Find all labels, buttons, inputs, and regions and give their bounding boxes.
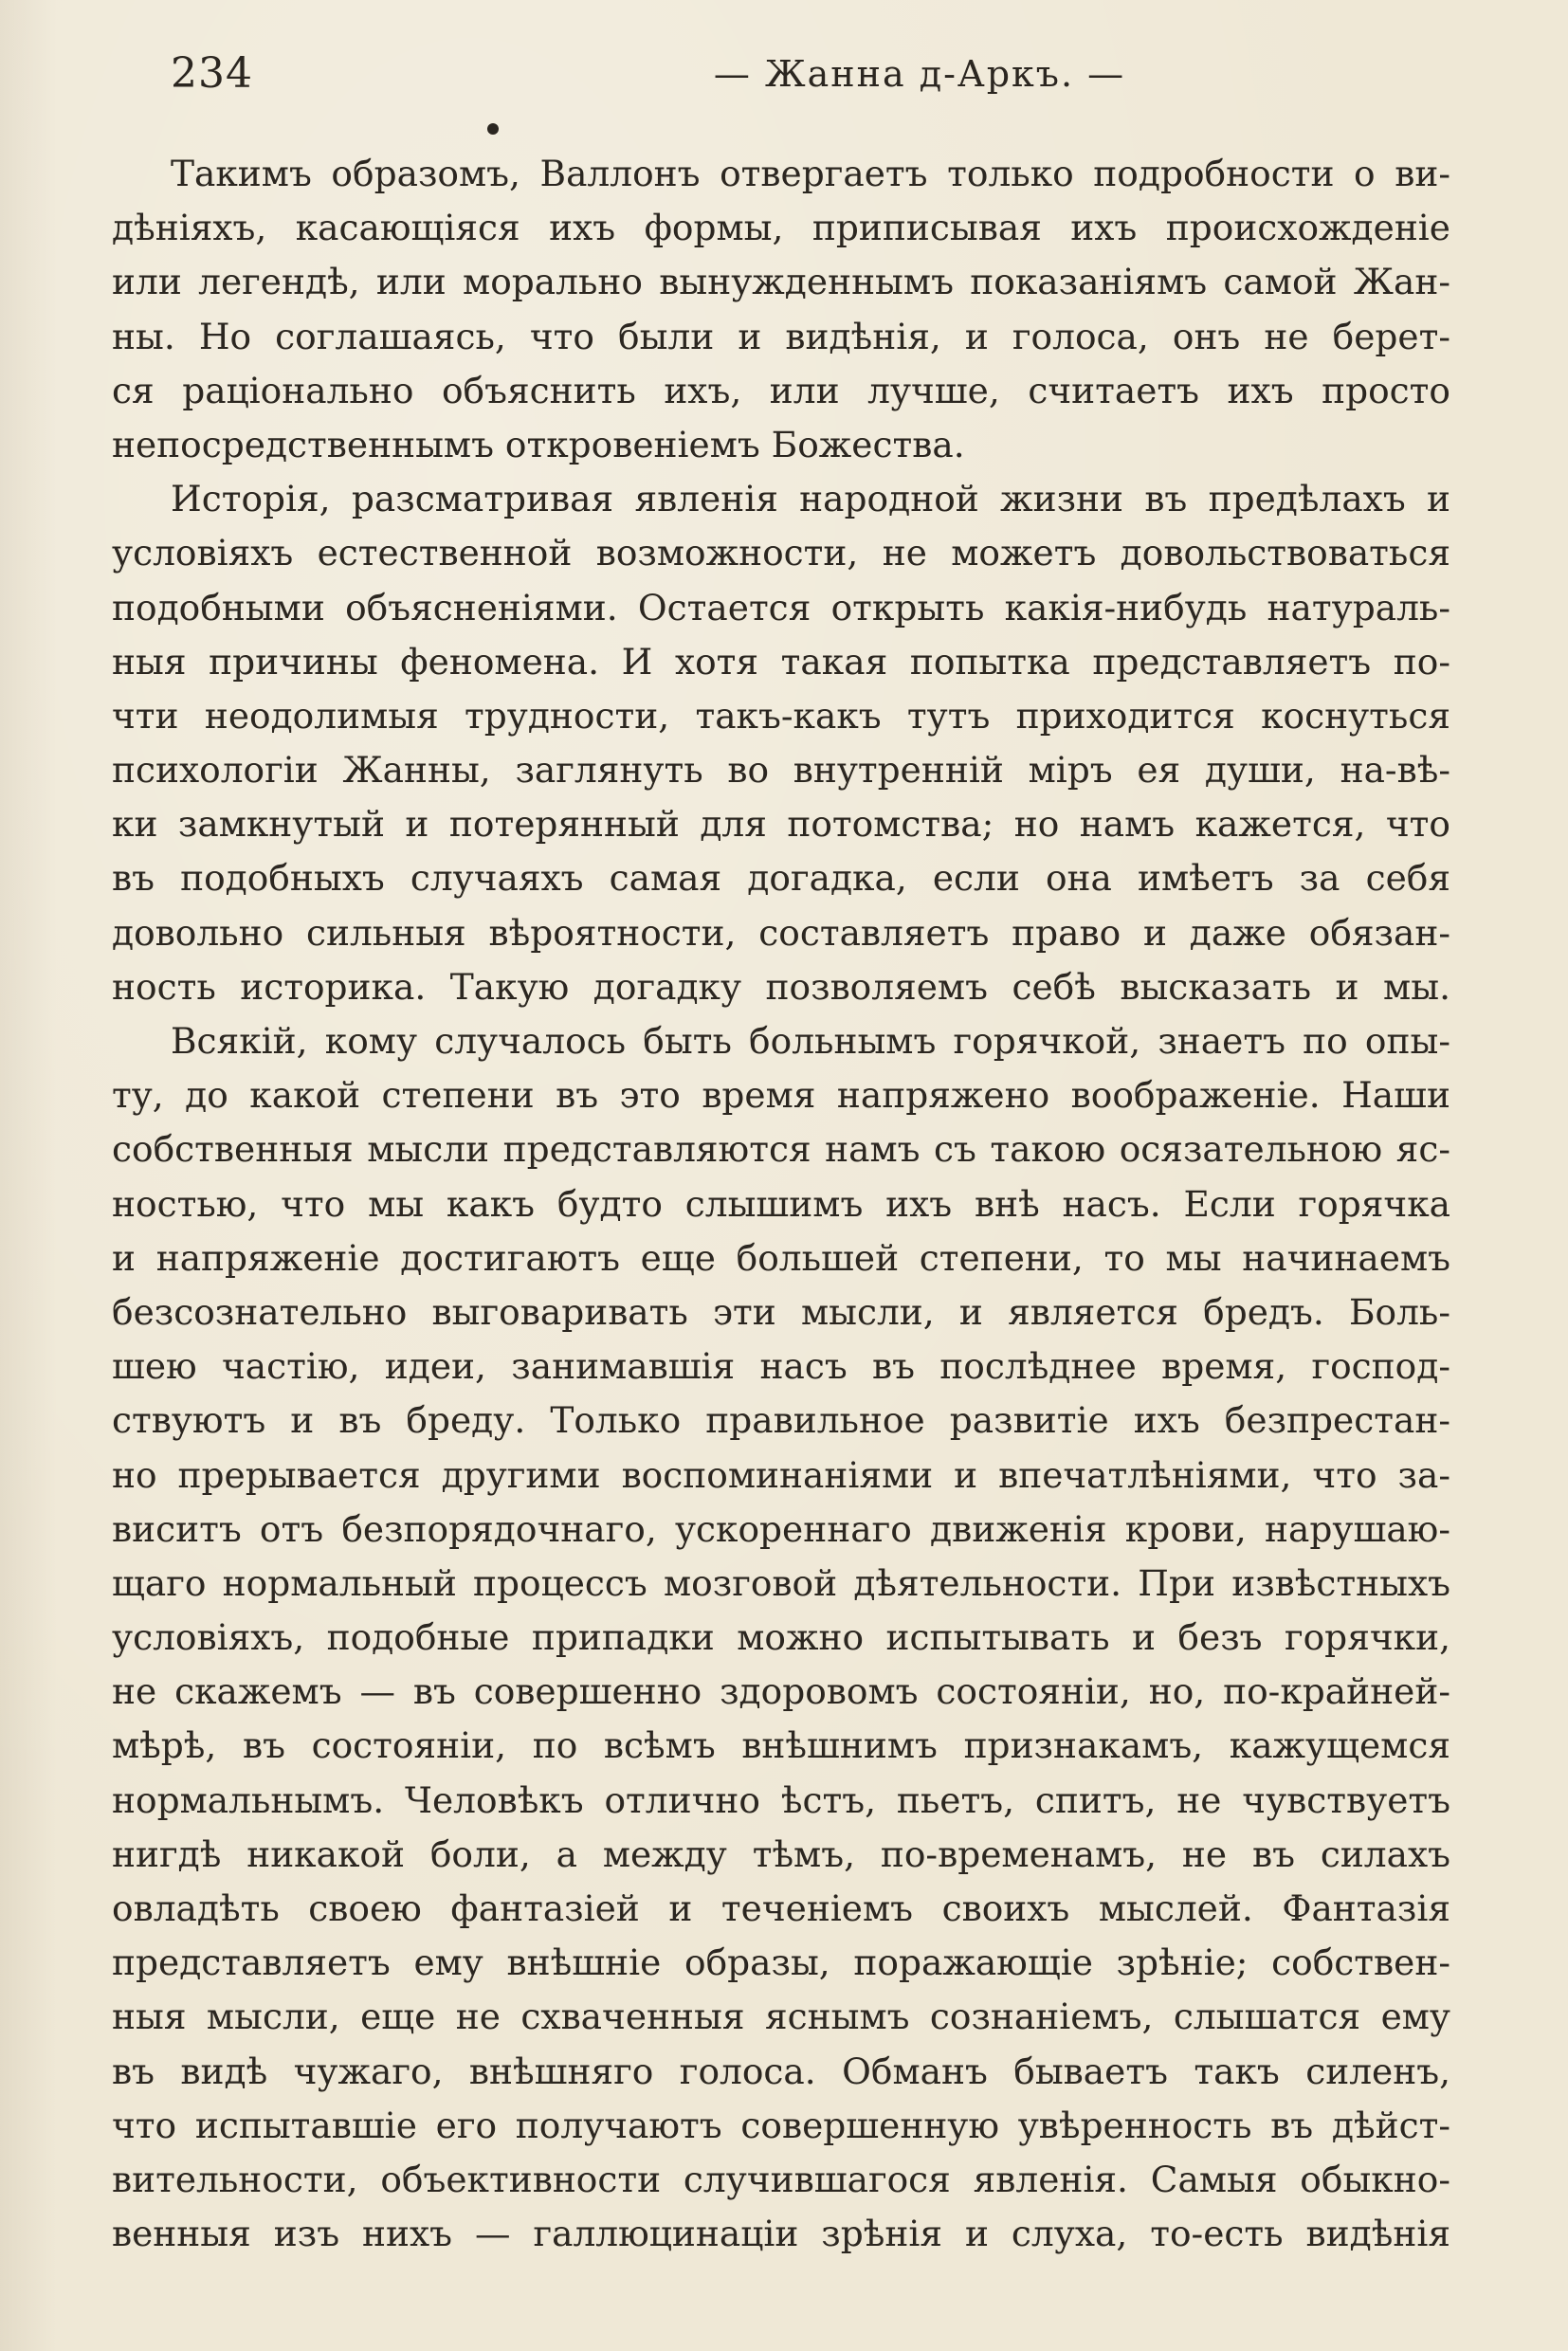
body-text — [112, 147, 1450, 2261]
text-line: въ видѣ чужаго, внѣшняго голоса. Обманъ бываетъ такъ силенъ, — [112, 2050, 1450, 2092]
text-line: чти неодолимыя трудности, такъ-какъ тутъ приходится коснуться — [112, 694, 1450, 737]
text-line: и напряженіе достигаютъ еще большей степени, то мы начинаемъ — [112, 1236, 1450, 1279]
text-line: ствуютъ и въ бреду. Только правильное развитіе ихъ безпрестан- — [112, 1399, 1450, 1442]
text-line: щаго нормальный процессъ мозговой дѣятельности. При извѣстныхъ — [112, 1561, 1450, 1604]
text-line: нигдѣ никакой боли, а между тѣмъ, по-временамъ, не въ силахъ — [112, 1832, 1450, 1875]
running-title: — Жанна д-Аркъ. — — [713, 53, 1126, 95]
text-line: что испытавшіе его получаютъ совершенную увѣренность въ дѣйст- — [112, 2104, 1450, 2146]
text-line: безсознательно выговаривать эти мысли, и является бредъ. Боль- — [112, 1290, 1450, 1333]
text-line: ностью, что мы какъ будто слышимъ ихъ внѣ насъ. Если горячка — [112, 1182, 1450, 1225]
text-line: въ подобныхъ случаяхъ самая догадка, если она имѣетъ за себя — [112, 857, 1450, 900]
text-line: ся раціонально объяснить ихъ, или лучше, считаетъ ихъ просто — [112, 369, 1450, 411]
text-line: но прерывается другими воспоминаніями и впечатлѣніями, что за- — [112, 1453, 1450, 1496]
text-line: Такимъ образомъ, Валлонъ отвергаетъ только подробности о ви- — [171, 153, 1450, 194]
text-line: вительности, объективности случившагося явленія. Самыя обыкно- — [112, 2158, 1450, 2200]
text-line: ки замкнутый и потерянный для потомства; но намъ кажется, что — [112, 803, 1450, 846]
text-line: ны. Но соглашаясь, что были и видѣнія, и голоса, онъ не берет- — [112, 315, 1450, 357]
text-line: довольно сильныя вѣроятности, составляетъ право и даже обязан- — [112, 911, 1450, 954]
text-line: или легендѣ, или морально вынужденнымъ показаніямъ самой Жан- — [112, 261, 1450, 303]
text-line: Всякій, кому случалось быть больнымъ горячкой, знаетъ по опы- — [171, 1020, 1450, 1062]
page-number: 234 — [171, 49, 253, 98]
text-line: дѣніяхъ, касающіяся ихъ формы, приписывая ихъ происхожденіе — [112, 207, 1450, 249]
text-line: ность историка. Такую догадку позволяемъ себѣ высказать и мы. — [112, 965, 1450, 1008]
text-line: виситъ отъ безпорядочнаго, ускореннаго движенія крови, нарушаю- — [112, 1507, 1450, 1550]
text-line: представляетъ ему внѣшніе образы, поражающіе зрѣніе; собствен- — [112, 1941, 1450, 1984]
page-header — [171, 49, 1450, 116]
ink-dot-mark — [487, 123, 499, 135]
text-line: ныя причины феномена. И хотя такая попытка представляетъ по- — [112, 640, 1450, 683]
text-line: Исторія, разсматривая явленія народной жизни въ предѣлахъ и — [171, 478, 1450, 520]
text-line: нормальнымъ. Человѣкъ отлично ѣстъ, пьетъ, спитъ, не чувствуетъ — [112, 1778, 1450, 1821]
text-line: собственныя мысли представляются намъ съ такою осязательною яс- — [112, 1128, 1450, 1171]
text-line: шею частію, идеи, занимавшія насъ въ послѣднее время, господ- — [112, 1345, 1450, 1388]
text-line: венныя изъ нихъ — галлюцинаціи зрѣнія и слуха, то-есть видѣнія — [112, 2213, 1450, 2255]
text-line: мѣрѣ, въ состояніи, по всѣмъ внѣшнимъ признакамъ, кажущемся — [112, 1724, 1450, 1767]
text-line: ныя мысли, еще не схваченныя яснымъ сознаніемъ, слышатся ему — [112, 1996, 1450, 2038]
text-line: условіяхъ, подобные припадки можно испытывать и безъ горячки, — [112, 1616, 1450, 1659]
text-line: ту, до какой степени въ это время напряжено воображеніе. Наши — [112, 1074, 1450, 1117]
text-line: овладѣть своею фантазіей и теченіемъ своихъ мыслей. Фантазія — [112, 1887, 1450, 1929]
text-line: подобными объясненіями. Остается открыть какія-нибудь натураль- — [112, 586, 1450, 629]
text-line: психологіи Жанны, заглянуть во внутренній міръ ея души, на-вѣ- — [112, 749, 1450, 792]
text-line: непосредственнымъ откровеніемъ Божества. — [112, 423, 965, 465]
text-line: не скажемъ — въ совершенно здоровомъ состояніи, но, по-крайней- — [112, 1670, 1450, 1713]
text-line: условіяхъ естественной возможности, не можетъ довольствоваться — [112, 532, 1450, 574]
